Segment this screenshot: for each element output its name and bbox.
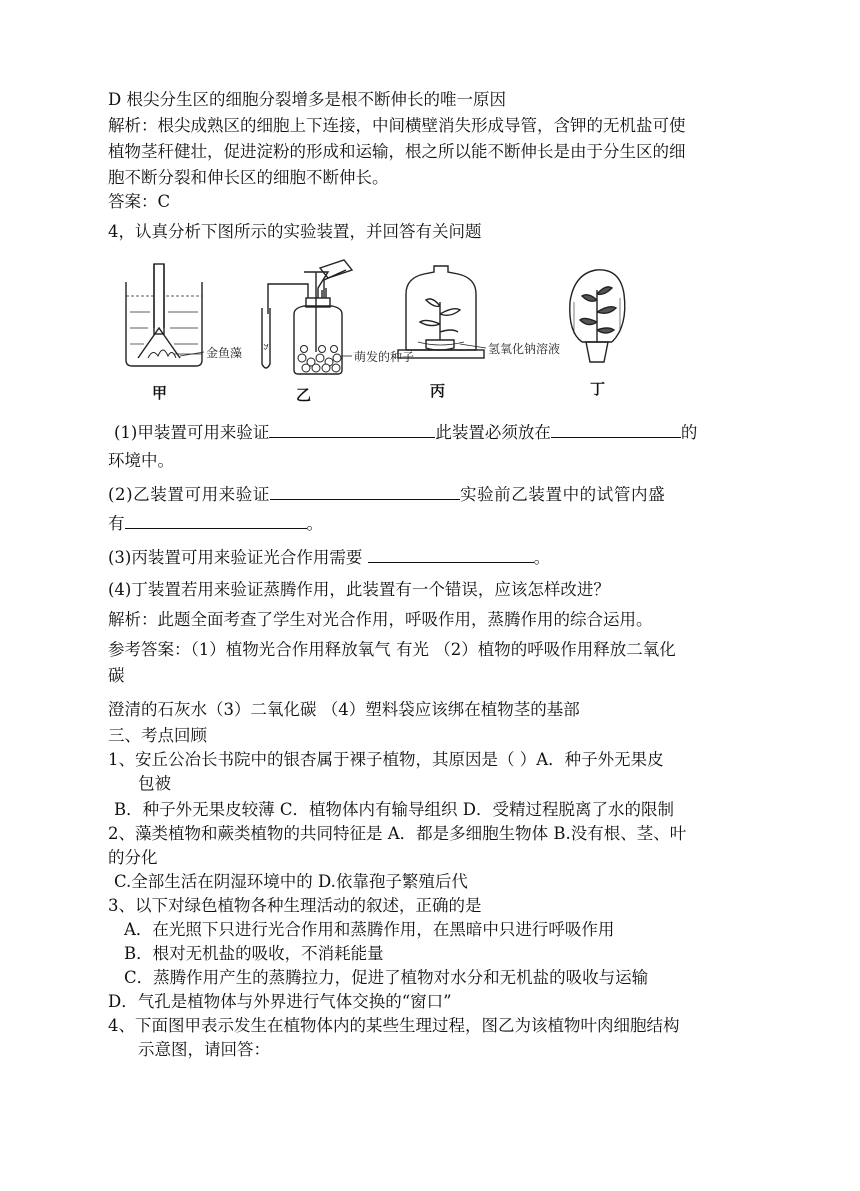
question-text: 有 (108, 514, 125, 533)
review-q2: 2、藻类植物和蕨类植物的共同特征是 A．都是多细胞生物体 B.没有根、茎、叶 (108, 824, 687, 843)
question-text: 此装置必须放在 (435, 423, 551, 442)
answer-blank[interactable] (269, 420, 435, 438)
question-heading: 4，认真分析下图所示的实验装置，并回答有关问题 (108, 222, 482, 241)
review-q3-option-d: D．气孔是植物体与外界进行气体交换的“窗口” (108, 992, 452, 1011)
label-naoh: 氢氧化钠溶液 (488, 342, 561, 356)
question-text: 实验前乙装置中的试管内盛 (459, 485, 666, 504)
review-q3-option-c: C．蒸腾作用产生的蒸腾拉力，促进了植物对水分和无机盐的吸收与运输 (124, 968, 649, 987)
apparatus-bing (398, 266, 484, 358)
review-q4: 4、下面图甲表示发生在植物体内的某些生理过程，图乙为该植物叶肉细胞结构 (108, 1016, 680, 1035)
question-1-cont: 环境中。 (108, 451, 174, 470)
question-text: (2)乙装置可用来验证 (108, 485, 270, 504)
answer-blank[interactable] (270, 482, 460, 500)
figure-label-jia: 甲 (152, 384, 168, 402)
text-line: 植物茎秆健壮，促进淀粉的形成和运输，根之所以能不断伸长是由于分生区的细 (108, 142, 686, 161)
review-q3: 3、以下对绿色植物各种生理活动的叙述，正确的是 (108, 896, 482, 915)
review-q2-options: C.全部生活在阴湿环境中的 D.依靠孢子繁殖后代 (114, 872, 468, 891)
question-2 (108, 482, 665, 507)
text-line: D 根尖分生区的细胞分裂增多是根不断伸长的唯一原因 (108, 90, 506, 109)
text-line: 胞不断分裂和伸长区的细胞不断伸长。 (108, 168, 389, 187)
question-1 (114, 420, 697, 445)
figure-label-yi: 乙 (296, 386, 312, 404)
label-alga: 金鱼藻 (206, 346, 243, 360)
review-q1-options: B．种子外无果皮较薄 C．植物体内有输导组织 D．受精过程脱离了水的限制 (114, 800, 674, 819)
question-text: 。 (306, 514, 323, 533)
section-heading: 三、考点回顾 (108, 726, 207, 745)
apparatus-jia (126, 264, 202, 366)
reference-answer-cont: 澄清的石灰水（3）二氧化碳 （4）塑料袋应该绑在植物茎的基部 (108, 700, 580, 719)
question-4: (4)丁装置若用来验证蒸腾作用，此装置有一个错误，应该怎样改进？ (108, 580, 610, 599)
answer-blank[interactable] (551, 420, 681, 438)
figure-label-ding: 丁 (590, 380, 606, 398)
experiment-figure (108, 252, 768, 412)
text-line: 解析：根尖成熟区的细胞上下连接，中间横壁消失形成导管，含钾的无机盐可使 (108, 116, 686, 135)
label-seeds: 萌发的种子 (354, 350, 415, 364)
figure-label-bing: 丙 (430, 382, 446, 400)
question-text: 的 (680, 423, 698, 442)
review-q1: 1、安丘公冶长书院中的银杏属于裸子植物，其原因是（ ）A．种子外无果皮 (108, 750, 664, 769)
reference-answer: 参考答案：（1）植物光合作用释放氧气 有光 （2）植物的呼吸作用释放二氧化 (108, 640, 676, 659)
review-q1-cont: 包被 (138, 774, 171, 793)
question-text: (3)丙装置可用来验证光合作用需要 (108, 548, 363, 567)
question-text: (1)甲装置可用来验证 (114, 423, 270, 442)
reference-answer-cont: 碳 (108, 666, 125, 685)
apparatus-ding (570, 270, 625, 362)
answer-blank[interactable] (368, 545, 534, 563)
review-q4-cont: 示意图，请回答： (138, 1040, 270, 1059)
apparatus-yi (262, 260, 352, 374)
review-q3-option-a: A．在光照下只进行光合作用和蒸腾作用，在黑暗中只进行呼吸作用 (124, 920, 615, 939)
review-q2-cont: 的分化 (108, 848, 158, 867)
question-3 (108, 545, 550, 570)
question-2-cont (108, 511, 323, 536)
answer-blank[interactable] (125, 511, 307, 529)
review-q3-option-b: B．根对无机盐的吸收，不消耗能量 (124, 944, 384, 963)
text-line: 答案：C (108, 192, 171, 211)
question-text: 。 (533, 548, 551, 567)
analysis-text: 解析：此题全面考查了学生对光合作用，呼吸作用，蒸腾作用的综合运用。 (108, 610, 653, 629)
